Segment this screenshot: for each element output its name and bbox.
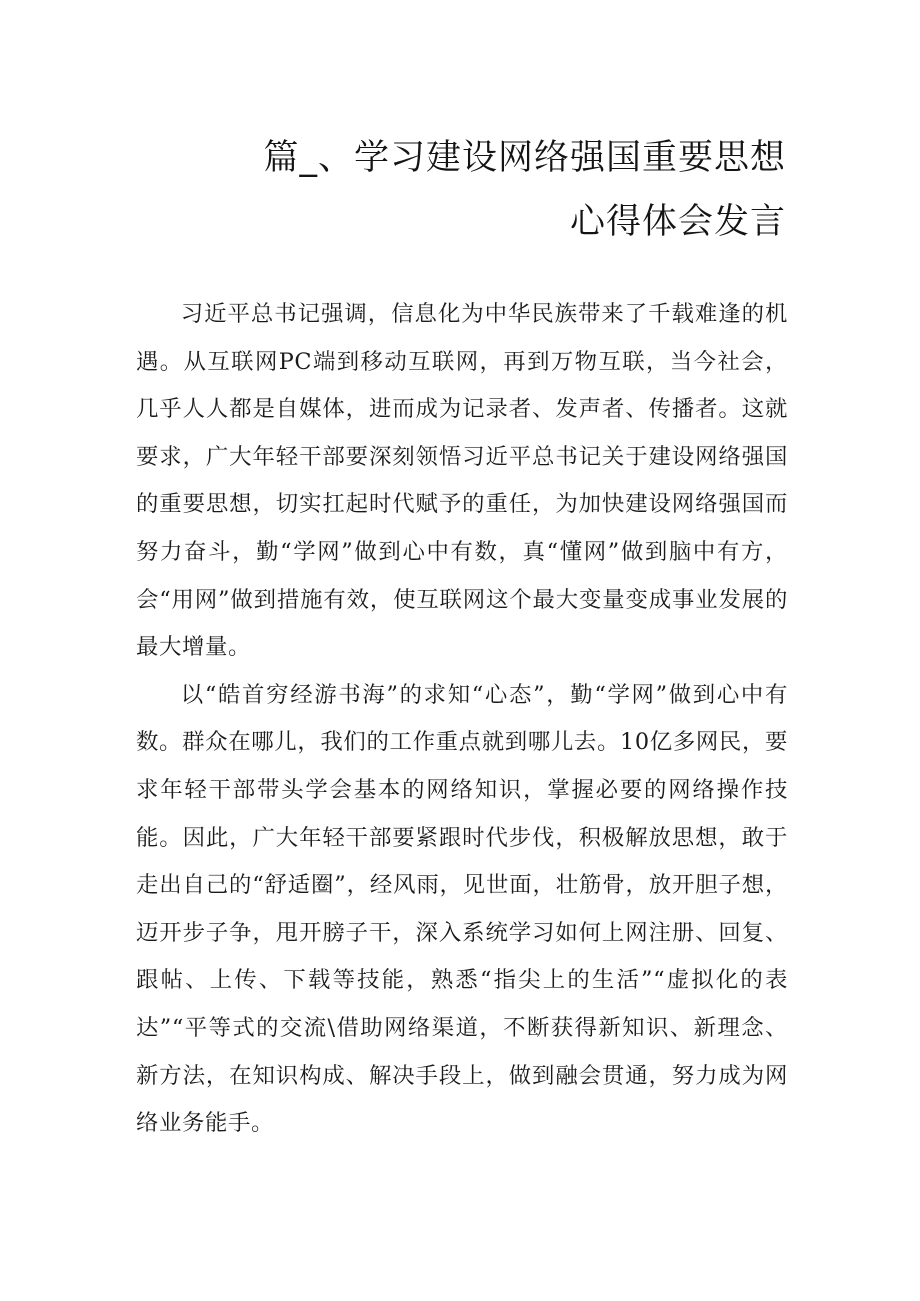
paragraph-1: 习近平总书记强调，信息化为中华民族带来了千载难逢的机遇。从互联网PC端到移动互联网，再到万物互联，当今社会，几乎人人都是自媒体，进而成为记录者、发声者、传播者。这就要求，广大年轻干部要深刻领悟习近平总书记关于建设网络强国的重要思想，切实扛起时代赋予的重任，为加快建设网络强国而努力奋斗，勤“学网”做到心中有数，真“懂网”做到脑中有方，会“用网”做到措施有效，使互联网这个最大变量变成事业发展的最大增量。 [136,301,788,661]
document-body [136,291,788,1148]
title-line-2: 心得体会发言 [569,202,786,242]
title-line-1: 篇_、学习建设网络强国重要思想 [263,138,786,178]
paragraph-2: 以“皓首穷经游书海”的求知“心态”，勤“学网”做到心中有数。群众在哪儿，我们的工作重点就到哪儿去。10亿多网民，要求年轻干部带头学会基本的网络知识，掌握必要的网络操作技能。因此，广大年轻干部要紧跟时代步伐，积极解放思想，敢于走出自己的“舒适圈”，经风雨，见世面，壮筋骨，放开胆子想，迈开步子争，甩开膀子干，深入系统学习如何上网注册、回复、跟帖、上传、下载等技能，熟悉“指尖上的生活”“虚拟化的表达”“平等式的交流\借助网络渠道，不断获得新知识、新理念、新方法，在知识构成、解决手段上，做到融会贯通，努力成为网络业务能手。 [136,681,788,1137]
document-title [263,126,786,254]
